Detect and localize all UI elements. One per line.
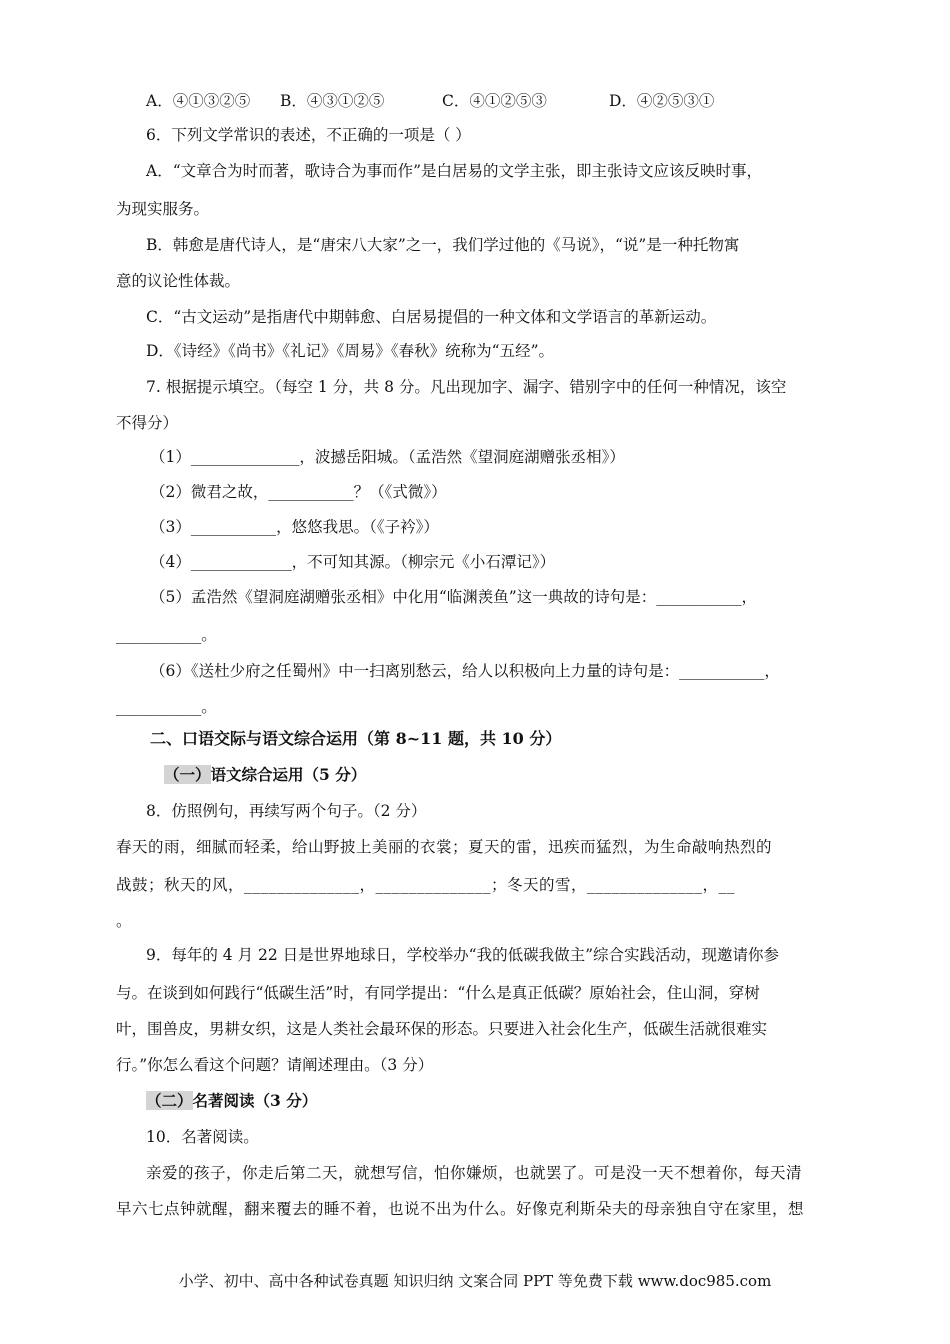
page-footer: 小学、初中、高中各种试卷真题 知识归纳 文案合同 PPT 等免费下载 www.doc985.com — [178, 1272, 772, 1290]
q8-example-line1: 春天的雨，细腻而轻柔，给山野披上美丽的衣裳；夏天的雷，迅疾而猛烈，为生命敲响热烈的 — [116, 838, 773, 856]
q6-option-b-line1: B．韩愈是唐代诗人，是“唐宋八大家”之一，我们学过他的《马说》，“说”是一种托物寓 — [146, 236, 740, 254]
q8-example-line2: 战鼓；秋天的风，______________，______________；冬天的雪，______________，__ — [116, 876, 736, 894]
section-2-title: 二、口语交际与语文综合运用（第 8~11 题，共 10 分） — [150, 729, 562, 748]
q7-item-1: （1）______________，波撼岳阳城。（孟浩然《望洞庭湖赠张丞相》） — [150, 448, 625, 466]
q6-stem: 6．下列文学常识的表述，不正确的一项是（ ） — [146, 126, 471, 144]
q9-line1: 9．每年的 4 月 22 日是世界地球日，学校举办“我的低碳我做主”综合实践活动，现邀请你参 — [146, 946, 780, 964]
q7-stem-line1: 7. 根据提示填空。（每空 1 分，共 8 分。凡出现加字、漏字、错别字中的任何一种情况，该空 — [146, 378, 787, 396]
q6-option-a-line2: 为现实服务。 — [116, 200, 210, 218]
q6-option-a-line1: A．“文章合为时而著，歌诗合为事而作”是白居易的文学主张，即主张诗文应该反映时事， — [146, 162, 763, 180]
q7-item-4: （4）_____________，不可知其源。（柳宗元《小石潭记》） — [150, 553, 556, 571]
q7-item-5-line2: ___________。 — [116, 626, 217, 644]
q7-item-6-line2: ___________。 — [116, 698, 217, 716]
q7-item-5-line1: （5）孟浩然《望洞庭湖赠张丞相》中化用“临渊羡鱼”这一典故的诗句是：___________， — [150, 588, 757, 606]
q10-passage-line1: 亲爱的孩子，你走后第二天，就想写信，怕你嫌烦，也就罢了。可是没一天不想着你，每天清 — [146, 1164, 803, 1182]
subsection-1-text: 语文综合运用（5 分） — [210, 765, 367, 784]
q7-item-3: （3）___________，悠悠我思。（《子衿》） — [150, 518, 439, 536]
q5-option-a: A．④①③②⑤ — [146, 92, 251, 110]
q9-line3: 叶，围兽皮，男耕女织，这是人类社会最环保的形态。只要进入社会化生产，低碳生活就很难实 — [116, 1020, 768, 1038]
subsection-2-text: 名著阅读（3 分） — [192, 1091, 318, 1110]
subsection-2-heading — [146, 1090, 317, 1112]
q5-option-c: C．④①②⑤③ — [442, 92, 547, 110]
q7-item-6-line1: （6）《送杜少府之任蜀州》中一扫离别愁云，给人以积极向上力量的诗句是：___________， — [150, 662, 780, 680]
subsection-1-heading — [164, 764, 366, 786]
q5-option-b: B．④③①②⑤ — [280, 92, 385, 110]
q7-stem-line2: 不得分） — [116, 414, 179, 432]
q6-option-c: C．“古文运动”是指唐代中期韩愈、白居易提倡的一种文体和文学语言的革新运动。 — [146, 308, 717, 326]
q9-line2: 与。在谈到如何践行“低碳生活”时，有同学提出：“什么是真正低碳？原始社会，住山洞，穿树 — [116, 984, 760, 1002]
q8-example-line3: 。 — [116, 912, 132, 930]
subsection-1-tag: （一） — [164, 765, 211, 784]
subsection-2-tag: （二） — [146, 1091, 193, 1110]
q5-option-d: D．④②⑤③① — [609, 92, 715, 110]
q6-option-b-line2: 意的议论性体裁。 — [116, 272, 241, 290]
q8-stem: 8．仿照例句，再续写两个句子。（2 分） — [146, 802, 427, 820]
q7-item-2: （2）微君之故，___________？（《式微》） — [150, 483, 447, 501]
q6-option-d: D．《诗经》《尚书》《礼记》《周易》《春秋》统称为“五经”。 — [146, 342, 555, 360]
q10-passage-line2: 早六七点钟就醒，翻来覆去的睡不着，也说不出为什么。好像克利斯朵夫的母亲独自守在家里，想 — [116, 1200, 805, 1218]
q9-line4: 行。”你怎么看这个问题？请阐述理由。（3 分） — [116, 1056, 434, 1074]
q10-stem: 10．名著阅读。 — [146, 1128, 259, 1146]
